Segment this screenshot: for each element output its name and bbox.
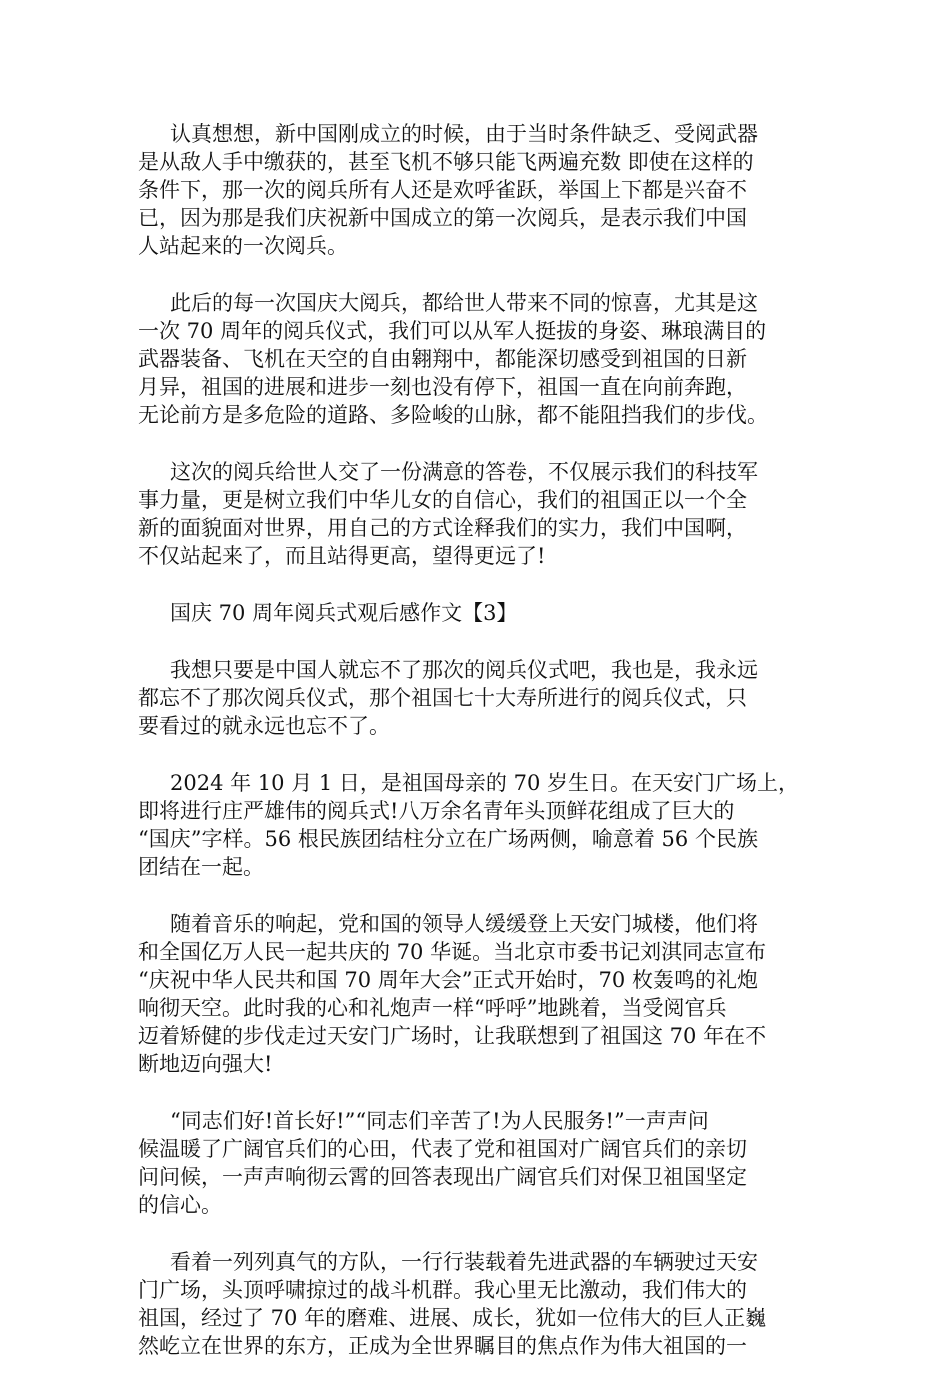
text-line: “庆祝中华人民共和国 70 周年大会”正式开始时，70 枚轰鸣的礼炮 bbox=[138, 968, 758, 992]
text-line: 迈着矫健的步伐走过天安门广场时，让我联想到了祖国这 70 年在不 bbox=[138, 1024, 767, 1048]
text-line: 不仅站起来了，而且站得更高，望得更远了! bbox=[138, 544, 546, 568]
text-line: 然屹立在世界的东方，正成为全世界瞩目的焦点作为伟大祖国的一 bbox=[138, 1334, 747, 1358]
text-line: 认真想想，新中国刚成立的时候，由于当时条件缺乏、受阅武器 bbox=[170, 122, 758, 146]
text-line: 团结在一起。 bbox=[138, 855, 264, 879]
text-line: 即将进行庄严雄伟的阅兵式!八万余名青年头顶鲜花组成了巨大的 bbox=[138, 799, 735, 823]
text-line: 门广场，头顶呼啸掠过的战斗机群。我心里无比激动，我们伟大的 bbox=[138, 1278, 747, 1302]
text-line: 要看过的就永远也忘不了。 bbox=[138, 714, 390, 738]
text-line: 和全国亿万人民一起共庆的 70 华诞。当北京市委书记刘淇同志宣布 bbox=[138, 940, 767, 964]
text-line: 的信心。 bbox=[138, 1193, 222, 1217]
text-line: 响彻天空。此时我的心和礼炮声一样“呼呼”地跳着，当受阅官兵 bbox=[138, 996, 727, 1020]
heading-text: 国庆 70 周年阅兵式观后感作文【3】 bbox=[170, 601, 518, 625]
text-line: 是从敌人手中缴获的，甚至飞机不够只能飞两遍充数 即使在这样的 bbox=[138, 150, 754, 174]
paragraph bbox=[138, 1248, 810, 1360]
text-line: 一次 70 周年的阅兵仪式，我们可以从军人挺拔的身姿、琳琅满目的 bbox=[138, 319, 767, 343]
text-line: 问问候，一声声响彻云霄的回答表现出广阔官兵们对保卫祖国坚定 bbox=[138, 1165, 747, 1189]
paragraph bbox=[138, 769, 810, 881]
text-line: 我想只要是中国人就忘不了那次的阅兵仪式吧，我也是，我永远 bbox=[170, 658, 758, 682]
text-line: 这次的阅兵给世人交了一份满意的答卷，不仅展示我们的科技军 bbox=[170, 460, 758, 484]
paragraph bbox=[138, 910, 810, 1078]
text-line: 武器装备、飞机在天空的自由翱翔中，都能深切感受到祖国的日新 bbox=[138, 347, 747, 371]
paragraph bbox=[138, 656, 810, 740]
text-line: “国庆”字样。56 根民族团结柱分立在广场两侧，喻意着 56 个民族 bbox=[138, 827, 758, 851]
text-line: “同志们好!首长好!”“同志们辛苦了!为人民服务!”一声声问 bbox=[170, 1109, 709, 1133]
text-line: 无论前方是多危险的道路、多险峻的山脉，都不能阻挡我们的步伐。 bbox=[138, 403, 768, 427]
text-line: 断地迈向强大! bbox=[138, 1052, 273, 1076]
text-line: 人站起来的一次阅兵。 bbox=[138, 234, 348, 258]
text-line: 候温暖了广阔官兵们的心田，代表了党和祖国对广阔官兵们的亲切 bbox=[138, 1137, 747, 1161]
text-line: 月异，祖国的进展和进步一刻也没有停下，祖国一直在向前奔跑， bbox=[138, 375, 747, 399]
text-line: 看着一列列真气的方队，一行行装载着先进武器的车辆驶过天安 bbox=[170, 1250, 758, 1274]
paragraph bbox=[138, 120, 810, 260]
text-line: 都忘不了那次阅兵仪式，那个祖国七十大寿所进行的阅兵仪式，只 bbox=[138, 686, 747, 710]
text-line: 事力量，更是树立我们中华儿女的自信心，我们的祖国正以一个全 bbox=[138, 488, 747, 512]
text-line: 祖国，经过了 70 年的磨难、进展、成长，犹如一位伟大的巨人正巍 bbox=[138, 1306, 767, 1330]
text-line: 条件下，那一次的阅兵所有人还是欢呼雀跃，举国上下都是兴奋不 bbox=[138, 178, 747, 202]
document-body bbox=[138, 120, 810, 1389]
text-line: 新的面貌面对世界，用自己的方式诠释我们的实力，我们中国啊， bbox=[138, 516, 747, 540]
text-line: 2024 年 10 月 1 日，是祖国母亲的 70 岁生日。在天安门广场上， bbox=[170, 771, 799, 795]
paragraph bbox=[138, 289, 810, 429]
section-heading bbox=[138, 599, 810, 627]
text-line: 已，因为那是我们庆祝新中国成立的第一次阅兵，是表示我们中国 bbox=[138, 206, 747, 230]
paragraph bbox=[138, 458, 810, 570]
paragraph bbox=[138, 1107, 810, 1219]
text-line: 随着音乐的响起，党和国的领导人缓缓登上天安门城楼，他们将 bbox=[170, 912, 758, 936]
text-line: 此后的每一次国庆大阅兵，都给世人带来不同的惊喜，尤其是这 bbox=[170, 291, 758, 315]
